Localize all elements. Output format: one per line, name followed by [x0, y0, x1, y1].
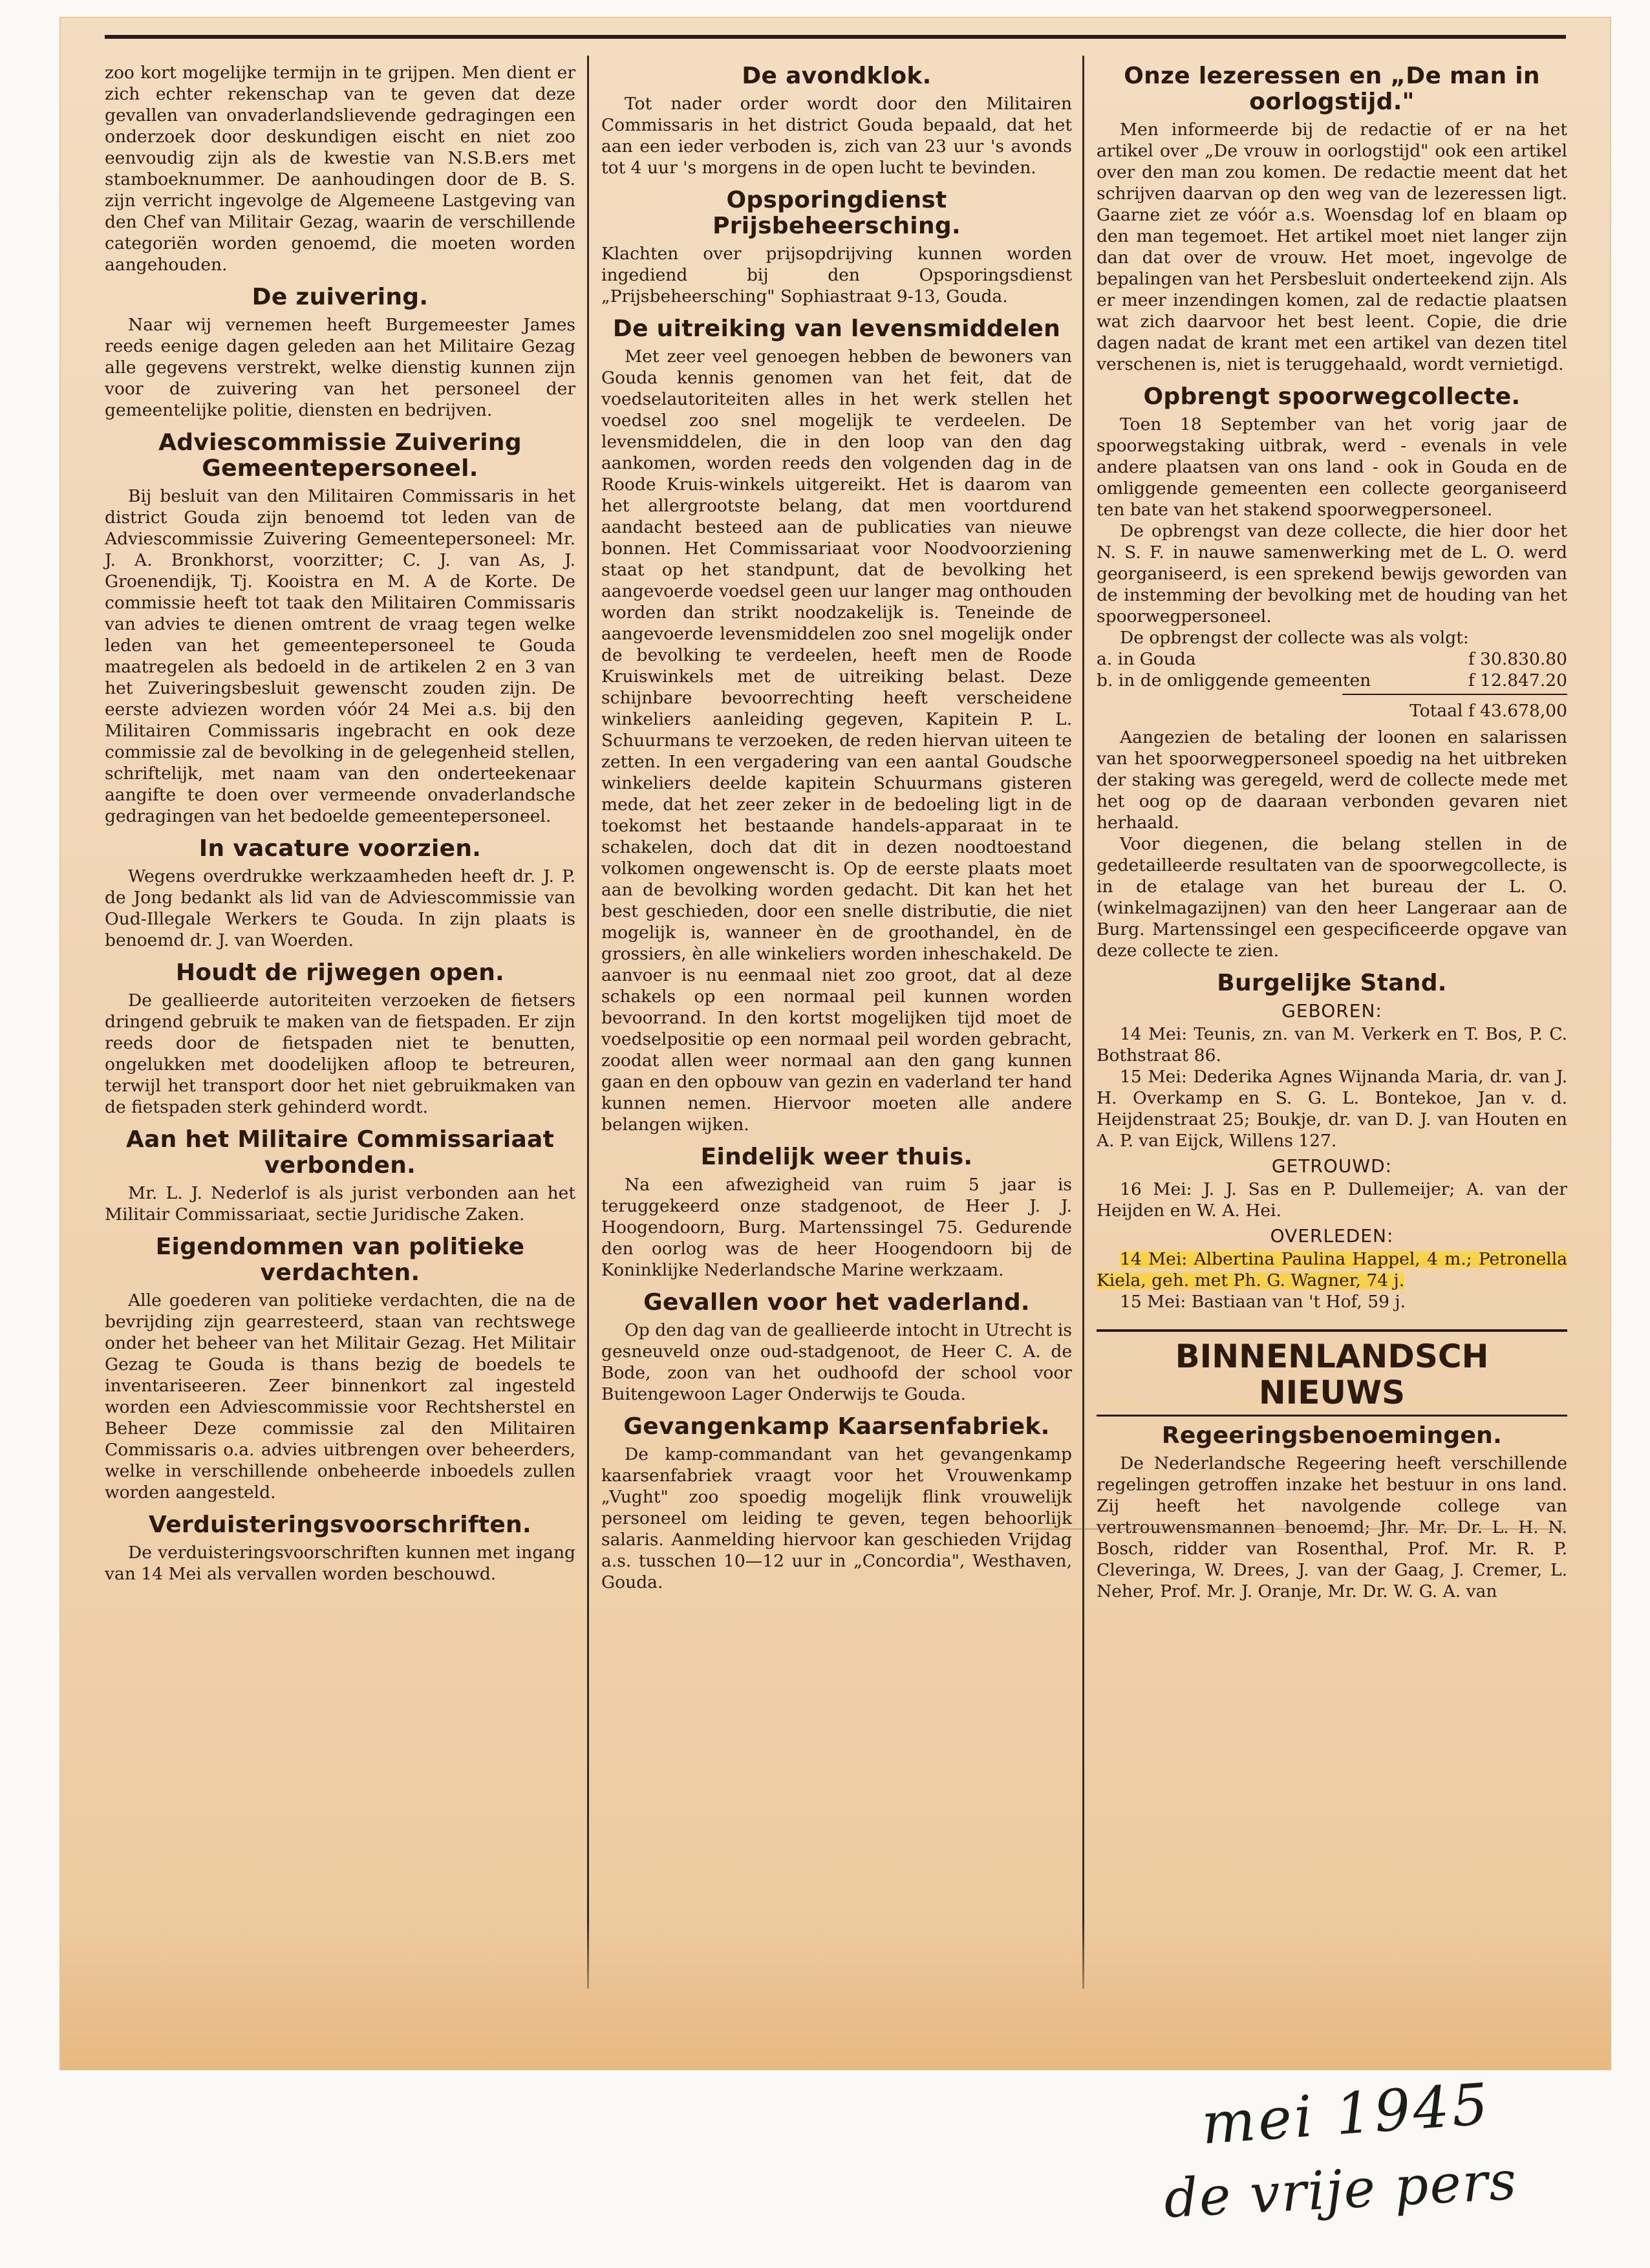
article-gevangenkamp: De kamp-commandant van het gevangenkamp kaarsenfabriek vraagt voor het Vrouwenkamp „Vught" zoo spoedig mogelijk flink vrouwelijk personeel om leiding te geven, tegen behoorlijk salaris. Aanmelding hiervoor kan geschieden Vrijdag a.s. tusschen 10—12 uur in „Concordia", Westhaven, Gouda.	[601, 1444, 1072, 1592]
article-uitreiking: Met zeer veel genoegen hebben de bewoners van Gouda kennis genomen van het feit, dat de voedselautoriteiten alles in het werk stellen het voedsel zoo snel mogelijk te verdeelen. De levensmiddelen, die in den loop van den dag aankomen, worden reeds den volgenden dag in de Roode Kruis-winkels uitgereikt. Het is daarom van het allergrootste belang, dat men voortdurend aandacht besteed aan de publicaties van nieuwe bonnen. Het Commissariaat voor Noodvoorziening staat op het standpunt, dat de bevolking het aangevoerde voedsel geen uur langer mag onthouden worden dan strikt noodzakelijk is. Teneinde de aangevoerde levensmiddelen zoo snel mogelijk onder de bevolking te verdeelen, heeft men de Roode Kruiswinkels met de uitreiking belast. Deze schijnbare bevoorrechting heeft verscheidene winkeliers aanleiding gegeven, Kapitein P. L. Schuurmans te verzoeken, de reden hiervan uiteen te zetten. In een vergadering van een aantal Goudsche winkeliers deelde kapitein Schuurmans gisteren mede, dat het zeer zeker in de bedoeling ligt in de toekomst het bestaande handels-apparaat in te schakelen, doch dat dit in dezen noodtoestand volkomen ongewenscht is. Op de eerste plaats moet aan de bevolking worden gedacht. Dit kan het het best geschieden, door een snelle distributie, die niet mogelijk is, wanneer èn de groothandel, èn de grossiers, èn alle winkeliers worden inheschakeld. De aanvoer is nu eenmaal niet zoo groot, dat al deze schakels op een normaal peil kunnen worden bevoorrand. In den kortst mogelijken tijd moet de voedselpositie op een normaal peil worden gebracht, zoodat allen weer normaal aan den gang kunnen gaan en den opbouw van gezin en vaderland ter hand kunnen nemen. Hiervoor moeten alle andere belangen wijken.	[601, 347, 1072, 1135]
collection-label-a: a. in Gouda	[1097, 649, 1196, 669]
column-divider	[587, 56, 589, 1989]
article-regeeringsbenoemingen: De Nederlandsche Regeering heeft verschillende regelingen getroffen inzake het bestuur in ons land. Zij heeft het navolgende college van vertrouwensmannen benoemd; Jhr. Mr. Dr. L. H. N. Bosch, ridder van Rosenthal, Prof. Mr. R. P. Cleveringa, W. Drees, J. van der Gaag, J. Cremer, L. Neher, Prof. Mr. J. Oranje, Mr. Dr. W. G. A. van	[1097, 1453, 1567, 1601]
highlighted-entry: 14 Mei: Albertina Paulina Happel, 4 m.; Petronella Kiela, geh. met Ph. G. Wagner, 74 j.	[1097, 1249, 1567, 1290]
article-eigendommen: Alle goederen van politieke verdachten, die na de bevrijding zijn gearresteerd, staan van rechtswege onder het beheer van het Militair Gezag. Het Militair Gezag te Gouda is thans bezig de boedels te inventariseeren. Zeer binnenkort zal ingesteld worden een Adviescommissie voor Rechtsherstel en Beheer Deze commissie zal den Militairen Commissaris o.a. advies uitbrengen over beheerders, welke in verschillende onbeheerde inboedels zullen worden aangesteld.	[105, 1290, 575, 1503]
article-opsporingdienst: Klachten over prijsopdrijving kunnen worden ingediend bij den Opsporingsdienst „Prijsbeheersching" Sophiastraat 9-13, Gouda.	[601, 244, 1072, 306]
heading-verduistering: Verduisteringsvoorschriften.	[149, 1512, 531, 1538]
subheading-overleden: OVERLEDEN:	[1270, 1225, 1394, 1246]
entry-overleden-1	[1097, 1248, 1567, 1291]
column-divider	[1082, 56, 1084, 1989]
article-avondklok: Tot nader order wordt door den Militairen Commissaris in het district Gouda bepaald, dat het aan een ieder verboden is, zich van 23 uur 's avonds tot 4 uur 's morgens in de open lucht te bevinden.	[601, 94, 1072, 178]
collection-total: Totaal f 43.678,00	[1409, 701, 1567, 721]
article-spoorweg-2: De opbrengst van deze collecte, die hier door het N. S. F. in nauwe samenwerking met de L. O. werd georganiseerd, is een sprekend bewijs geworden van de instemming der bevolking met de houding van het spoorwegpersoneel.	[1097, 521, 1567, 626]
article-lezeressen: Men informeerde bij de redactie of er na het artikel over „De vrouw in oorlogstijd" ook een artikel over den man zou komen. De redactie meent dat het schrijven daarvan op den weg van de lezeressen ligt. Gaarne ziet ze vóór a.s. Woensdag lof en blaam op den man tegemoet. Het artikel moet niet langer zijn dan dat over de vrouw. Het moet, ingevolge de bepalingen van het Persbesluit onderteekend zijn. Als er meer inzendingen komen, zal de redactie plaatsen wat zich daarvoor het best leent. Copie, die drie dagen nadat de krant met een artikel van dezen titel verschenen is, niet is teruggehaald, wordt vernietigd.	[1097, 120, 1567, 374]
article-spoorweg-3: De opbrengst der collecte was als volgt:	[1120, 628, 1469, 648]
heading-uitreiking: De uitreiking van levensmiddelen	[612, 316, 1061, 342]
column-1	[105, 62, 575, 1585]
article-vacature: Wegens overdrukke werkzaamheden heeft dr. J. P. de Jong bedankt als lid van de Adviescommissie van Oud-Illegale Werkers te Gouda. In zijn plaats is benoemd dr. J. van Woerden.	[105, 866, 575, 950]
sum-rule	[1342, 694, 1567, 695]
heading-eigendommen: Eigendommen van politieke verdachten.	[155, 1234, 525, 1286]
collection-label-b: b. in de omliggende gemeenten	[1097, 670, 1371, 690]
fold-crease	[1034, 1528, 1565, 1530]
heading-lezeressen: Onze lezeressen en „De man in oorlogstijd."	[1124, 63, 1540, 115]
entry-geboren-2: 15 Mei: Dederika Agnes Wijnanda Maria, dr. van J. H. Overkamp en S. G. L. Bontekoe, Jan v. d. Heijdenstraat 25; Boukje, dr. van D. J. van Houten en A. P. van Eijck, Willens 127.	[1097, 1067, 1567, 1151]
article-verduistering: De verduisteringsvoorschriften kunnen met ingang van 14 Mei als vervallen worden beschouwd.	[105, 1543, 575, 1584]
handwritten-source: de vrije pers	[1162, 2150, 1519, 2231]
article-spoorweg-5: Voor diegenen, die belang stellen in de gedetailleerde resultaten van de spoorwegcollecte, is in de etalage van het bureau der L. O. (winkelmagazijnen) van den heer Langeraar aan de Burg. Martenssingel een gespecificeerde opgave van deze collecte te zien.	[1097, 834, 1567, 961]
heading-spoorwegcollecte: Opbrengt spoorwegcollecte.	[1143, 383, 1521, 410]
entry-overleden-2: 15 Mei: Bastiaan van 't Hof, 59 j.	[1120, 1292, 1406, 1312]
collection-amount-b: f 12.847.20	[1468, 670, 1567, 690]
article-spoorweg-1: Toen 18 September van het vorig jaar de spoorwegstaking uitbrak, werd - evenals in vele andere plaatsen van ons land - ook in Gouda en de omliggende gemeenten een collecte georganiseerd ten bate van het stakend spoorwegpersoneel.	[1097, 414, 1567, 520]
heading-vacature: In vacature voorzien.	[198, 835, 482, 862]
heading-opsporingdienst: Opsporingdienst Prijsbeheersching.	[712, 187, 961, 239]
heading-weer-thuis: Eindelijk weer thuis.	[700, 1144, 973, 1170]
article-rijwegen: De geallieerde autoriteiten verzoeken de fietsers dringend gebruik te maken van de fietspaden. Er zijn reeds door de fietspaden niet te benutten, ongelukken met doodelijken afloop te betreuren, terwijl het transport door het niet gebruikmaken van de fietspaden sterk gehinderd wordt.	[105, 990, 575, 1117]
heading-gevangenkamp: Gevangenkamp Kaarsenfabriek.	[623, 1413, 1050, 1440]
heading-rijwegen: Houdt de rijwegen open.	[175, 959, 505, 986]
entry-getrouwd: 16 Mei: J. J. Sas en P. Dullemeijer; A. van der Heijden en W. A. Hei.	[1097, 1179, 1567, 1221]
article-spoorweg-4: Aangezien de betaling der loonen en salarissen van het spoorwegpersoneel spoedig na het uitbreken der staking was geregeld, werd de collecte mede met het oog op de daaraan verbonden gevaren niet herhaald.	[1097, 727, 1567, 833]
article-weer-thuis: Na een afwezigheid van ruim 5 jaar is teruggekeerd onze stadgenoot, de Heer J. J. Hoogendoorn, Burg. Martenssingel 75. Gedurende den oorlog was de heer Hoogendoorn bij de Koninklijke Nederlandsche Marine werkzaam.	[601, 1175, 1072, 1280]
column-2	[601, 62, 1072, 1593]
heading-burgerlijke-stand: Burgelijke Stand.	[1217, 970, 1447, 996]
collection-line-b	[1097, 670, 1567, 691]
article-zuivering: Naar wij vernemen heeft Burgemeester James reeds eenige dagen geleden aan het Militaire Gezag alle gegevens verstrekt, welke dienstig kunnen zijn voor de zuivering van het personeel der gemeentelijke politie, diensten en bedrijven.	[105, 315, 575, 420]
handwritten-date: mei 1945	[1199, 2070, 1493, 2157]
top-rule	[105, 35, 1566, 39]
heading-gevallen: Gevallen voor het vaderland.	[643, 1289, 1030, 1316]
heading-adviescommissie: Adviescommissie Zuivering Gemeentepersoneel.	[158, 429, 522, 482]
article-commissariaat: Mr. L. J. Nederlof is als jurist verbonden aan het Militair Commissariaat, sectie Juridische Zaken.	[105, 1183, 575, 1225]
column-3	[1097, 62, 1567, 1602]
section-heading-binnenland: BINNENLANDSCH NIEUWS	[1097, 1329, 1567, 1411]
collection-amount-a: f 30.830.80	[1468, 649, 1567, 669]
article-gevallen: Op den dag van de geallieerde intocht in Utrecht is gesneuveld onze oud-stadgenoot, de Heer C. A. de Bode, zoon van het oudhoofd der school voor Buitengewoon Lager Onderwijs te Gouda.	[601, 1320, 1072, 1404]
heading-regeeringsbenoemingen: Regeeringsbenoemingen.	[1161, 1422, 1503, 1449]
subheading-getrouwd: GETROUWD:	[1271, 1155, 1393, 1177]
section-rule	[1097, 1415, 1567, 1417]
newspaper-clipping	[59, 17, 1611, 2070]
entry-geboren-1: 14 Mei: Teunis, zn. van M. Verkerk en T. Bos, P. C. Bothstraat 86.	[1097, 1024, 1567, 1065]
heading-zuivering: De zuivering.	[252, 284, 429, 310]
heading-avondklok: De avondklok.	[742, 63, 932, 89]
paper-stain	[59, 1921, 1611, 2070]
article-adviescommissie: Bij besluit van den Militairen Commissaris in het district Gouda zijn benoemd tot leden van de Adviescommissie Zuivering Gemeentepersoneel: Mr. J. A. Bronkhorst, voorzitter; C. J. van As, J. Groenendijk, Tj. Kooistra en M. A de Korte. De commissie heeft tot taak den Militairen Commissaris van advies te dienen omtrent de vraag tegen welke leden van het gemeentepersoneel te Gouda maatregelen als bedoeld in de artikelen 2 en 3 van het Zuiveringsbesluit gewenscht zouden zijn. De eerste adviezen worden vóór 24 Mei a.s. bij den Militairen Commissaris ingebracht en ook deze commissie zal de bevolking in de gelegenheid stellen, schriftelijk, met naam van den onderteekenaar aangifte te doen over vermeende onvaderlandsche gedragingen van het bedoelde gemeentepersoneel.	[105, 486, 575, 826]
subheading-geboren: GEBOREN:	[1281, 1000, 1382, 1022]
heading-commissariaat: Aan het Militaire Commissariaat verbonden.	[125, 1126, 555, 1179]
article-continuation: zoo kort mogelijke termijn in te grijpen. Men dient er zich echter rekenschap van te geven dat deze gevallen van onvaderlandslievende gedragingen een onderzoek door deskundigen eischt en niet zoo eenvoudig zijn als de kwestie van N.S.B.ers met stamboeknummer. De aanhoudingen door de B. S. zijn verricht ingevolge de Algemeene Lastgeving van den Chef van Militair Gezag, waarin de verschillende categoriën worden genoemd, die moeten worden aangehouden.	[105, 63, 575, 275]
collection-line-a	[1097, 648, 1567, 670]
